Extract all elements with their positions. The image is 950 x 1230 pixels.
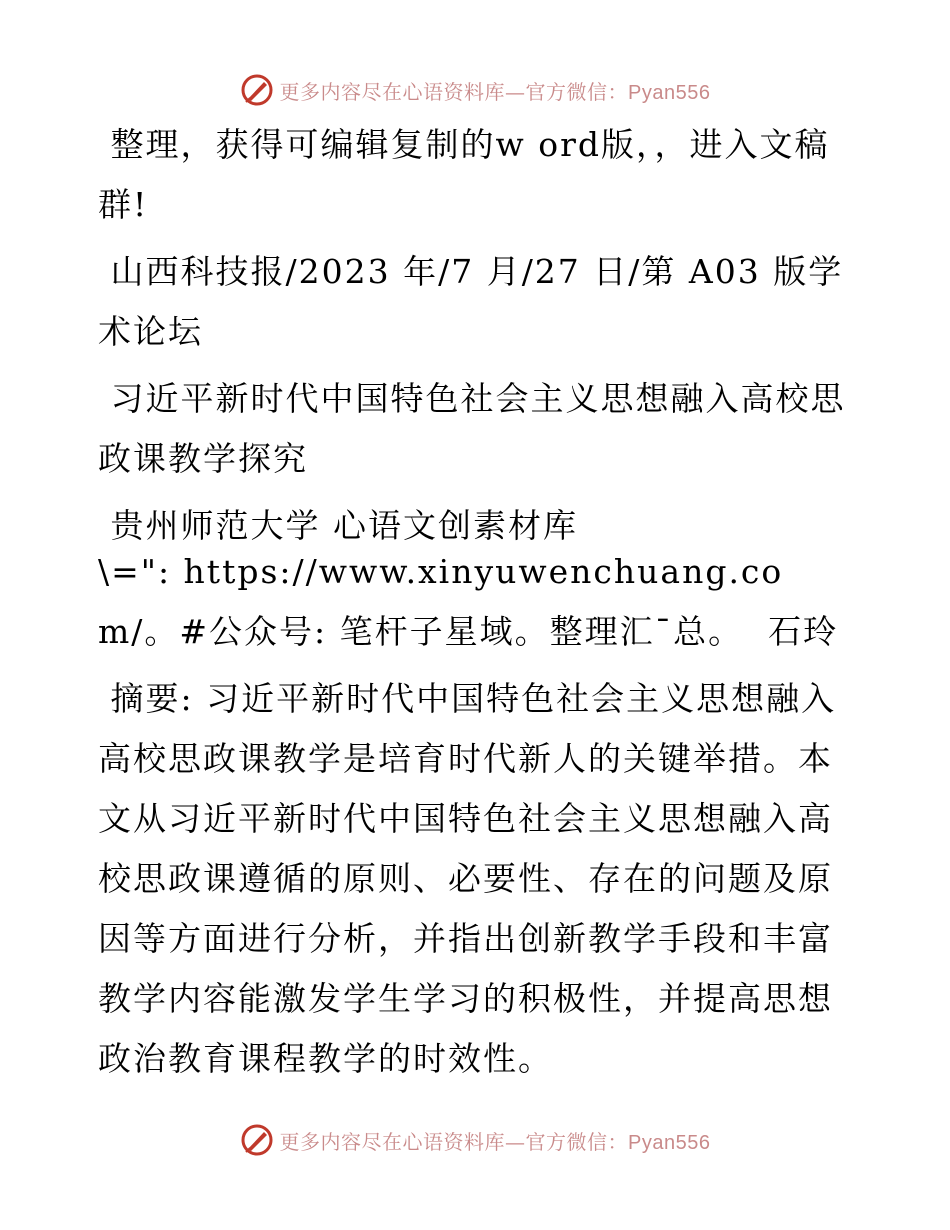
affiliation: 贵州师范大学 心语文创素材库: [98, 506, 578, 545]
banner-account: Pyan556: [628, 1131, 711, 1154]
banner-account: Pyan556: [628, 81, 711, 104]
footer-banner: [0, 1120, 950, 1160]
abstract: 摘要: 习近平新时代中国特色社会主义思想融入高校思政课教学是培育时代新人的关键举措。本文从习近平新时代中国特色社会主义思想融入高校思政课遵循的原则、必要性、存在的问题及原因等方面进行分析，并指出创新教学手段和丰富教学内容能激发学生学习的积极性，并提高思想政治教育课程教学的时效性。: [98, 679, 837, 1078]
banner-text: [280, 76, 711, 105]
header-note: 整理，获得可编辑复制的w ord版，，进入文稿群!: [98, 125, 830, 224]
document-body: [98, 115, 858, 1089]
banner-label: 更多内容尽在心语资料库—官方微信：: [279, 1129, 629, 1154]
quill-logo-icon: [240, 73, 274, 107]
source-line: 山西科技报/2023 年/7 月/27 日/第 A03 版学术论坛: [98, 252, 844, 351]
quill-logo-icon: [240, 1123, 274, 1157]
banner-text: [280, 1126, 711, 1155]
watermark-note: \=": https://www.xinyuwenchuang.com/。#公众号: 笔杆子星域。整理汇¯总。 石玲: [98, 552, 839, 651]
header-banner: [0, 70, 950, 110]
article-title: 习近平新时代中国特色社会主义思想融入高校思政课教学探究: [98, 379, 846, 478]
banner-label: 更多内容尽在心语资料库—官方微信：: [279, 79, 629, 104]
